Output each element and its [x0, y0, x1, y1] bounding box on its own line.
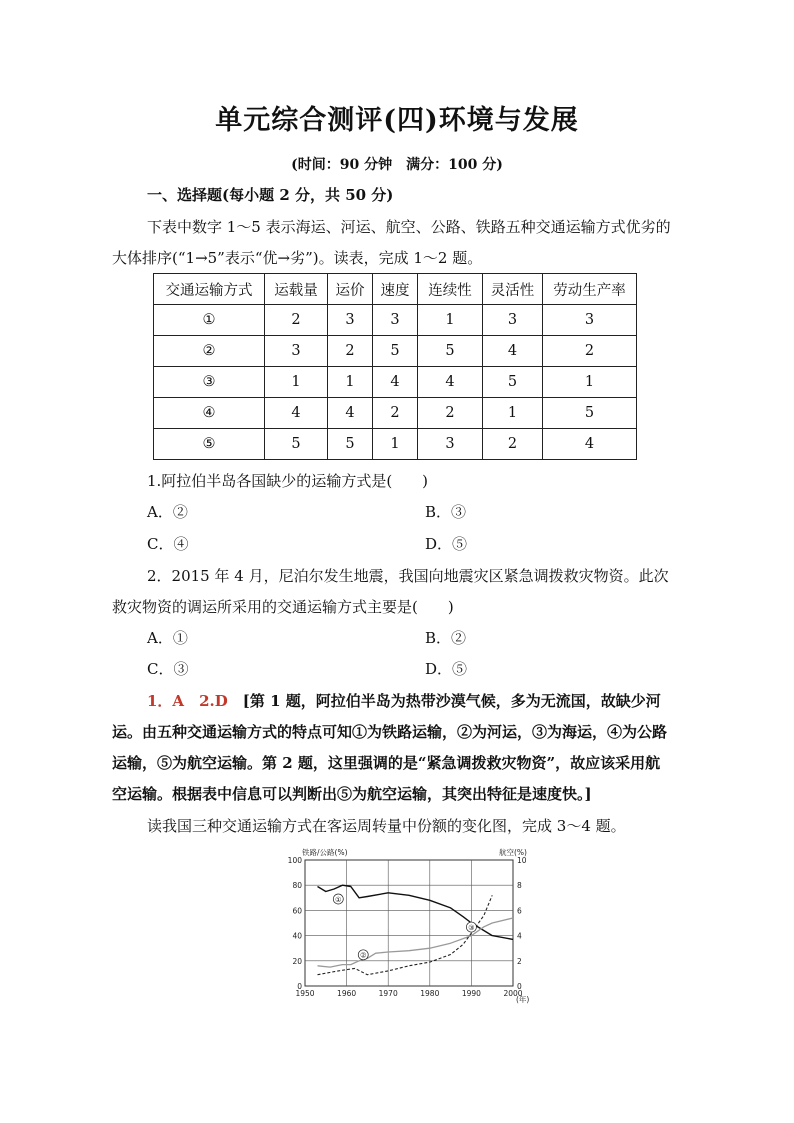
table-cell: 1 — [265, 367, 328, 398]
series-label-text: ③ — [468, 923, 475, 932]
section-heading: 一、选择题(每小题 2 分，共 50 分) — [147, 186, 394, 204]
x-tick-label: 2000 — [503, 989, 523, 998]
table-cell: 4 — [328, 398, 373, 429]
left-axis-label: 铁路/公路(%) — [302, 848, 348, 857]
table-header-cell: 劳动生产率 — [543, 274, 637, 305]
question-1-option-c[interactable]: C．④ — [147, 535, 189, 553]
table-header-cell: 交通运输方式 — [154, 274, 265, 305]
left-y-axis — [288, 856, 303, 991]
series-label — [466, 922, 476, 932]
right-tick-label: 0 — [517, 982, 522, 991]
table-cell: 2 — [265, 305, 328, 336]
table-cell: ④ — [154, 398, 265, 429]
question-1-option-a[interactable]: A．② — [147, 503, 188, 521]
page-title: 单元综合测评(四)环境与发展 — [215, 105, 579, 136]
plot-area — [305, 860, 513, 986]
x-tick-label: 1990 — [461, 989, 481, 998]
transport-ranking-table — [153, 273, 637, 460]
table-cell: 1 — [373, 429, 418, 460]
left-tick-label: 60 — [292, 906, 302, 916]
table-row — [154, 429, 637, 460]
table-row — [154, 305, 637, 336]
table-row — [154, 367, 637, 398]
right-axis-label: 航空(%) — [499, 848, 527, 857]
left-tick-label: 80 — [292, 881, 302, 891]
right-tick-label: 10 — [517, 856, 527, 865]
series-label — [358, 950, 368, 960]
table-header-cell: 速度 — [373, 274, 418, 305]
exam-info: (时间：90 分钟 满分：100 分) — [291, 157, 503, 173]
x-tick-label: 1960 — [337, 989, 357, 998]
table-cell: 5 — [373, 336, 418, 367]
question-2-stem: 2．2015 年 4 月，尼泊尔发生地震，我国向地震灾区紧急调拨救灾物资。此次救灾物资的调运所采用的交通运输方式主要是( ) — [112, 567, 669, 616]
right-tick-label: 8 — [517, 881, 522, 891]
question-2-option-b[interactable]: B．② — [425, 629, 467, 647]
table-cell: 2 — [418, 398, 483, 429]
table-cell: 4 — [543, 429, 637, 460]
left-tick-label: 0 — [297, 982, 302, 991]
table-cell: 3 — [265, 336, 328, 367]
series-line — [318, 895, 493, 974]
table-header-cell: 运价 — [328, 274, 373, 305]
table-cell: ⑤ — [154, 429, 265, 460]
transport-share-chart — [278, 842, 540, 1008]
question-1-option-b[interactable]: B．③ — [425, 503, 467, 521]
answer-key: 1．A 2.D — [147, 692, 228, 710]
table-header-row — [154, 274, 637, 305]
table-cell: 5 — [265, 429, 328, 460]
table-cell: 5 — [418, 336, 483, 367]
series-label — [333, 894, 343, 904]
table-cell: 3 — [483, 305, 543, 336]
table-row — [154, 336, 637, 367]
table-cell: 5 — [483, 367, 543, 398]
table-cell: 3 — [543, 305, 637, 336]
table-header-cell: 连续性 — [418, 274, 483, 305]
table-cell: 3 — [418, 429, 483, 460]
table-cell: 4 — [418, 367, 483, 398]
table-cell: 3 — [373, 305, 418, 336]
table-cell: 1 — [483, 398, 543, 429]
question-2-option-d[interactable]: D．⑤ — [425, 660, 468, 678]
x-tick-label: 1950 — [295, 989, 315, 998]
left-tick-label: 40 — [292, 931, 302, 941]
table-cell: 3 — [328, 305, 373, 336]
answer-text: [第 1 题，阿拉伯半岛为热带沙漠气候，多为无流国，故缺少河运。由五种交通运输方式的特点可知①为铁路运输，②为河运，③为海运，④为公路运输，⑤为航空运输。第 2 题，这里强调的是“紧急调拨救灾物资”，故应该采用航空运输。根据表中信息可以判断出⑤为航空运输，其突出特征是速度快。] — [112, 692, 668, 803]
table-cell: 2 — [328, 336, 373, 367]
table-cell: 4 — [483, 336, 543, 367]
series-label-text: ② — [360, 951, 367, 960]
right-tick-label: 6 — [517, 906, 522, 916]
right-tick-label: 4 — [517, 931, 522, 941]
right-y-axis — [517, 856, 527, 991]
table-cell: 2 — [483, 429, 543, 460]
table-cell: 1 — [328, 367, 373, 398]
table-cell: 4 — [265, 398, 328, 429]
question-2-option-a[interactable]: A．① — [147, 629, 188, 647]
x-tick-label: 1970 — [378, 989, 398, 998]
x-tick-label: 1980 — [420, 989, 440, 998]
table-cell: 5 — [328, 429, 373, 460]
question-2-option-c[interactable]: C．③ — [147, 660, 189, 678]
grid — [305, 860, 513, 986]
right-tick-label: 2 — [517, 956, 522, 966]
x-unit-label: (年) — [516, 995, 530, 1004]
table-cell: 1 — [418, 305, 483, 336]
question-1-option-d[interactable]: D．⑤ — [425, 535, 468, 553]
table-cell: 2 — [543, 336, 637, 367]
table-cell: 5 — [543, 398, 637, 429]
table-cell: 4 — [373, 367, 418, 398]
question-1-stem: 1.阿拉伯半岛各国缺少的运输方式是( ) — [147, 472, 429, 490]
table-cell: ① — [154, 305, 265, 336]
x-axis — [295, 989, 522, 998]
table-cell: 2 — [373, 398, 418, 429]
intro-paragraph: 下表中数字 1～5 表示海运、河运、航空、公路、铁路五种交通运输方式优劣的大体排序(“1→5”表示“优→劣”)。读表，完成 1～2 题。 — [112, 218, 671, 267]
left-tick-label: 20 — [292, 956, 302, 966]
table-row — [154, 398, 637, 429]
series-label-text: ① — [335, 895, 342, 904]
table-header-cell: 灵活性 — [483, 274, 543, 305]
answer-explanation — [112, 686, 672, 810]
chart-intro: 读我国三种交通运输方式在客运周转量中份额的变化图，完成 3～4 题。 — [147, 817, 626, 835]
table-cell: ② — [154, 336, 265, 367]
table-cell: 1 — [543, 367, 637, 398]
table-cell: ③ — [154, 367, 265, 398]
table-header-cell: 运载量 — [265, 274, 328, 305]
left-tick-label: 100 — [287, 856, 302, 865]
